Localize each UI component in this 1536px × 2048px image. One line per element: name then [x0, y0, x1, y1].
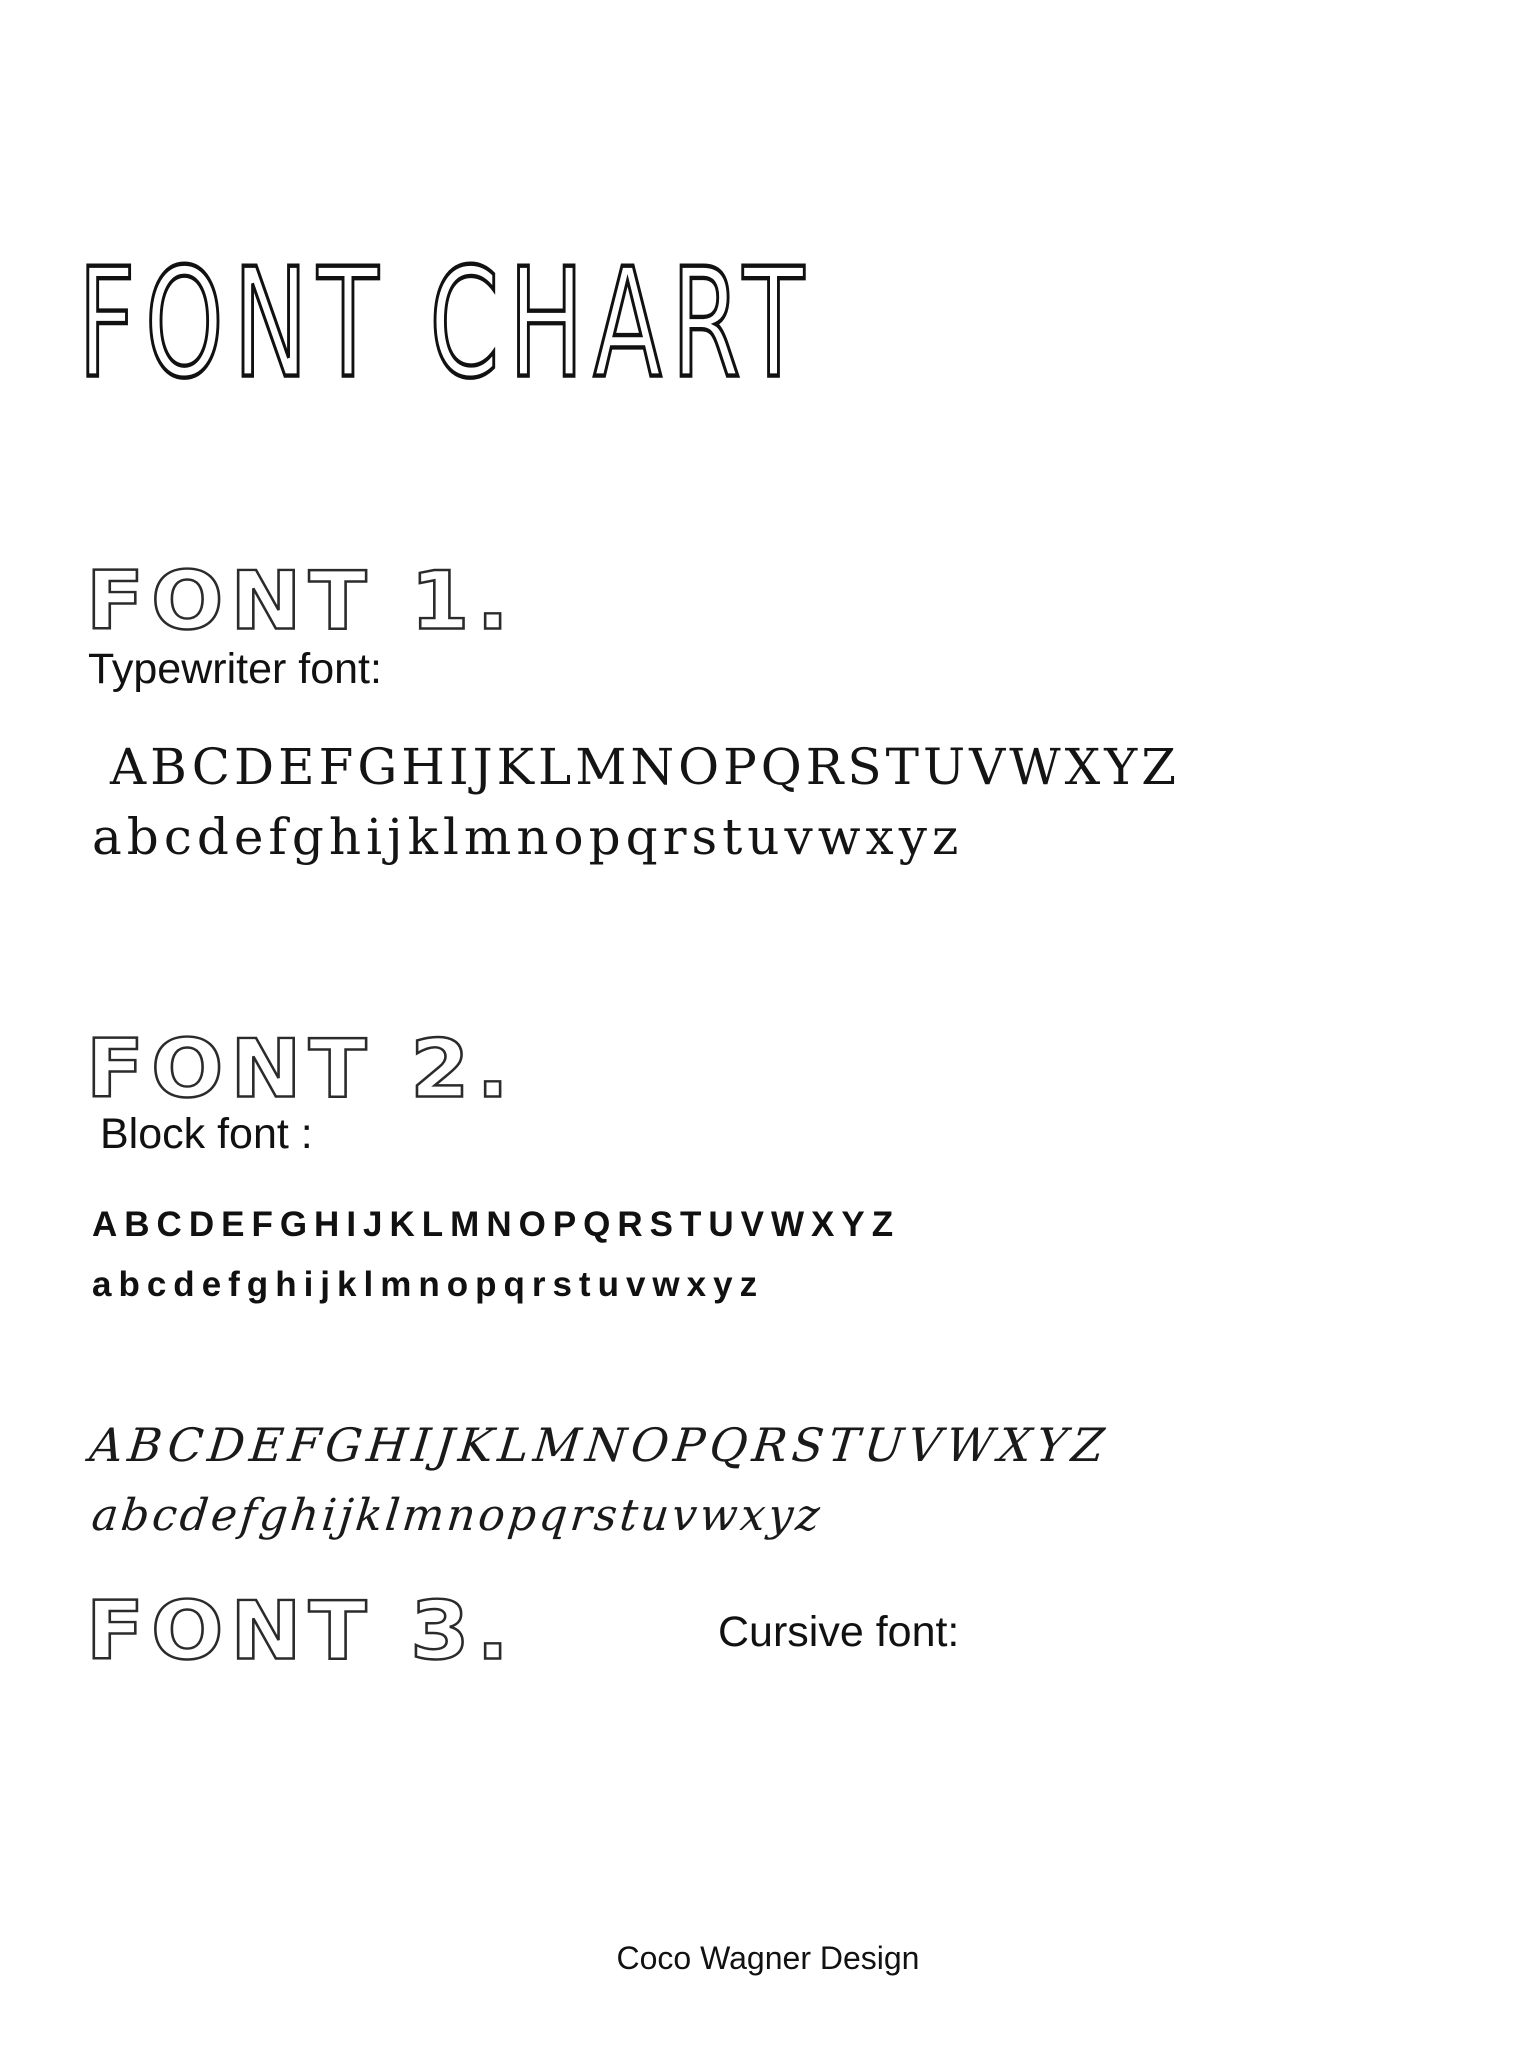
font-1-heading: FONT 1. [86, 553, 516, 648]
font-2-uppercase-specimen: ABCDEFGHIJKLMNOPQRSTUVWXYZ [92, 1205, 901, 1244]
font-1-uppercase-specimen: ABCDEFGHIJKLMNOPQRSTUVWXYZ [110, 738, 1181, 796]
font-1-label: Typewriter font: [88, 645, 382, 693]
footer-credit: Coco Wagner Design [616, 1940, 920, 1976]
font-1-lowercase-specimen: abcdefghijklmnopqrstuvwxyz [92, 808, 964, 866]
font-2-heading: FONT 2. [86, 1021, 516, 1116]
font-2-lowercase-specimen: abcdefghijklmnopqrstuvwxyz [92, 1265, 765, 1304]
font-3-uppercase-specimen: ABCDEFGHIJKLMNOPQRSTUVWXYZ [87, 1418, 1112, 1472]
font-3-heading: FONT 3. [86, 1583, 516, 1678]
font-3-label: Cursive font: [718, 1608, 960, 1656]
page-title: FONT CHART [78, 234, 814, 412]
font-2-label: Block font : [100, 1110, 313, 1158]
font-3-lowercase-specimen: abcdefghijklmnopqrstuvwxyz [89, 1490, 826, 1541]
